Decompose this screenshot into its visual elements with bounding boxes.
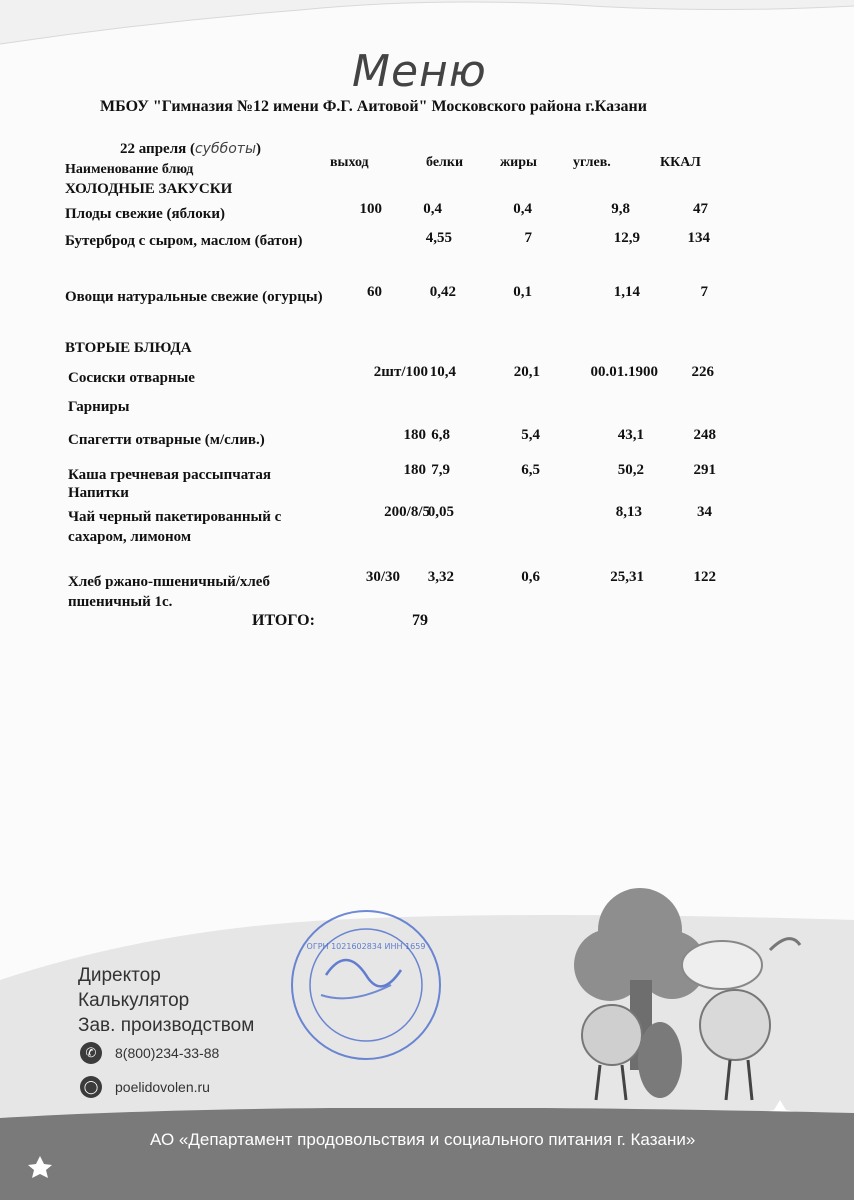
dish-kcal: 34 bbox=[697, 504, 712, 520]
section-second: ВТОРЫЕ БЛЮДА bbox=[65, 340, 192, 356]
organization-name: АО «Департамент продовольствия и социального питания г. Казани» bbox=[150, 1130, 696, 1149]
dish-kcal: 291 bbox=[693, 462, 716, 478]
dish-fat: 5,4 bbox=[521, 427, 540, 443]
role-calculator: Калькулятор bbox=[78, 990, 190, 1011]
globe-icon: ◯ bbox=[80, 1076, 102, 1098]
dish-protein: 0,4 bbox=[423, 201, 442, 217]
dish-fat: 0,6 bbox=[521, 569, 540, 585]
dish-carbs: 00.01.1900 bbox=[590, 364, 658, 380]
dish-kcal: 122 bbox=[693, 569, 716, 585]
dish-protein: 7,9 bbox=[431, 462, 450, 478]
dish-name: Чай черный пакетированный с сахаром, лимоном bbox=[68, 509, 282, 545]
dish-kcal: 226 bbox=[691, 364, 714, 380]
header-name: Наименование блюд bbox=[65, 162, 194, 177]
dish-kcal: 7 bbox=[700, 284, 708, 300]
dish-kcal: 248 bbox=[693, 427, 716, 443]
dish-name: Бутерброд с сыром, маслом (батон) bbox=[65, 233, 303, 249]
school-name: МБОУ "Гимназия №12 имени Ф.Г. Аитовой" Московского района г.Казани bbox=[100, 98, 647, 115]
dish-yield: 100 bbox=[359, 201, 382, 217]
dish-kcal: 134 bbox=[687, 230, 710, 246]
dish-yield: 60 bbox=[367, 284, 382, 300]
dish-name: Каша гречневая рассыпчатая bbox=[68, 467, 272, 483]
dish-fat: 20,1 bbox=[513, 364, 540, 380]
section-garnish: Гарниры bbox=[68, 399, 130, 415]
dish-carbs: 43,1 bbox=[617, 427, 644, 443]
dish-fat: 6,5 bbox=[521, 462, 540, 478]
date-handwritten: субботы bbox=[194, 141, 257, 157]
dish-yield: 180 bbox=[403, 427, 426, 443]
header-protein: белки bbox=[426, 155, 464, 170]
bottom-band bbox=[0, 1108, 854, 1200]
dish-yield: 2шт/100 bbox=[373, 364, 428, 380]
header-kcal: ККАЛ bbox=[660, 155, 701, 170]
website-link[interactable]: poelidovolen.ru bbox=[115, 1079, 210, 1095]
round-stamp bbox=[286, 905, 446, 1065]
dish-name: Хлеб ржано-пшеничный/хлеб пшеничный 1с. bbox=[68, 574, 270, 610]
dish-kcal: 47 bbox=[693, 201, 708, 217]
menu-date: 22 апреля (субботы) bbox=[120, 141, 262, 157]
header-carbs: углев. bbox=[573, 155, 611, 170]
dish-carbs: 9,8 bbox=[611, 201, 630, 217]
dish-protein: 3,32 bbox=[427, 569, 454, 585]
dish-carbs: 12,9 bbox=[613, 230, 640, 246]
dish-protein: 0,05 bbox=[427, 504, 454, 520]
dish-protein: 10,4 bbox=[429, 364, 456, 380]
section-drinks: Напитки bbox=[68, 485, 129, 501]
dish-protein: 0,42 bbox=[429, 284, 456, 300]
total-label: ИТОГО: bbox=[252, 612, 315, 629]
dish-name: Спагетти отварные (м/слив.) bbox=[68, 432, 265, 448]
header-fat: жиры bbox=[500, 155, 537, 170]
dish-carbs: 1,14 bbox=[613, 284, 640, 300]
dish-fat: 7 bbox=[524, 230, 532, 246]
total-value: 79 bbox=[412, 612, 428, 629]
dish-name: Плоды свежие (яблоки) bbox=[65, 206, 225, 222]
dish-fat: 0,4 bbox=[513, 201, 532, 217]
phone-number: 8(800)234-33-88 bbox=[115, 1045, 220, 1061]
dish-fat: 0,1 bbox=[513, 284, 532, 300]
dish-yield: 30/30 bbox=[365, 569, 400, 585]
section-cold: ХОЛОДНЫЕ ЗАКУСКИ bbox=[65, 181, 233, 197]
header-yield: выход bbox=[330, 155, 369, 170]
dish-protein: 6,8 bbox=[431, 427, 450, 443]
page-title: Меню bbox=[352, 46, 487, 97]
dish-name: Сосиски отварные bbox=[68, 370, 195, 386]
dish-protein: 4,55 bbox=[425, 230, 452, 246]
dish-yield: 180 bbox=[403, 462, 426, 478]
svg-text:ОГРН 1021602834 ИНН 1659: ОГРН 1021602834 ИНН 1659 bbox=[306, 942, 426, 951]
dish-name: Овощи натуральные свежие (огурцы) bbox=[65, 289, 323, 305]
dish-carbs: 25,31 bbox=[610, 569, 644, 585]
dish-carbs: 8,13 bbox=[615, 504, 642, 520]
role-production-head: Зав. производством bbox=[78, 1015, 255, 1036]
dish-yield: 200/8/5 bbox=[384, 504, 430, 520]
role-director: Директор bbox=[78, 965, 161, 986]
dish-carbs: 50,2 bbox=[617, 462, 644, 478]
phone-icon: ✆ bbox=[80, 1042, 102, 1064]
